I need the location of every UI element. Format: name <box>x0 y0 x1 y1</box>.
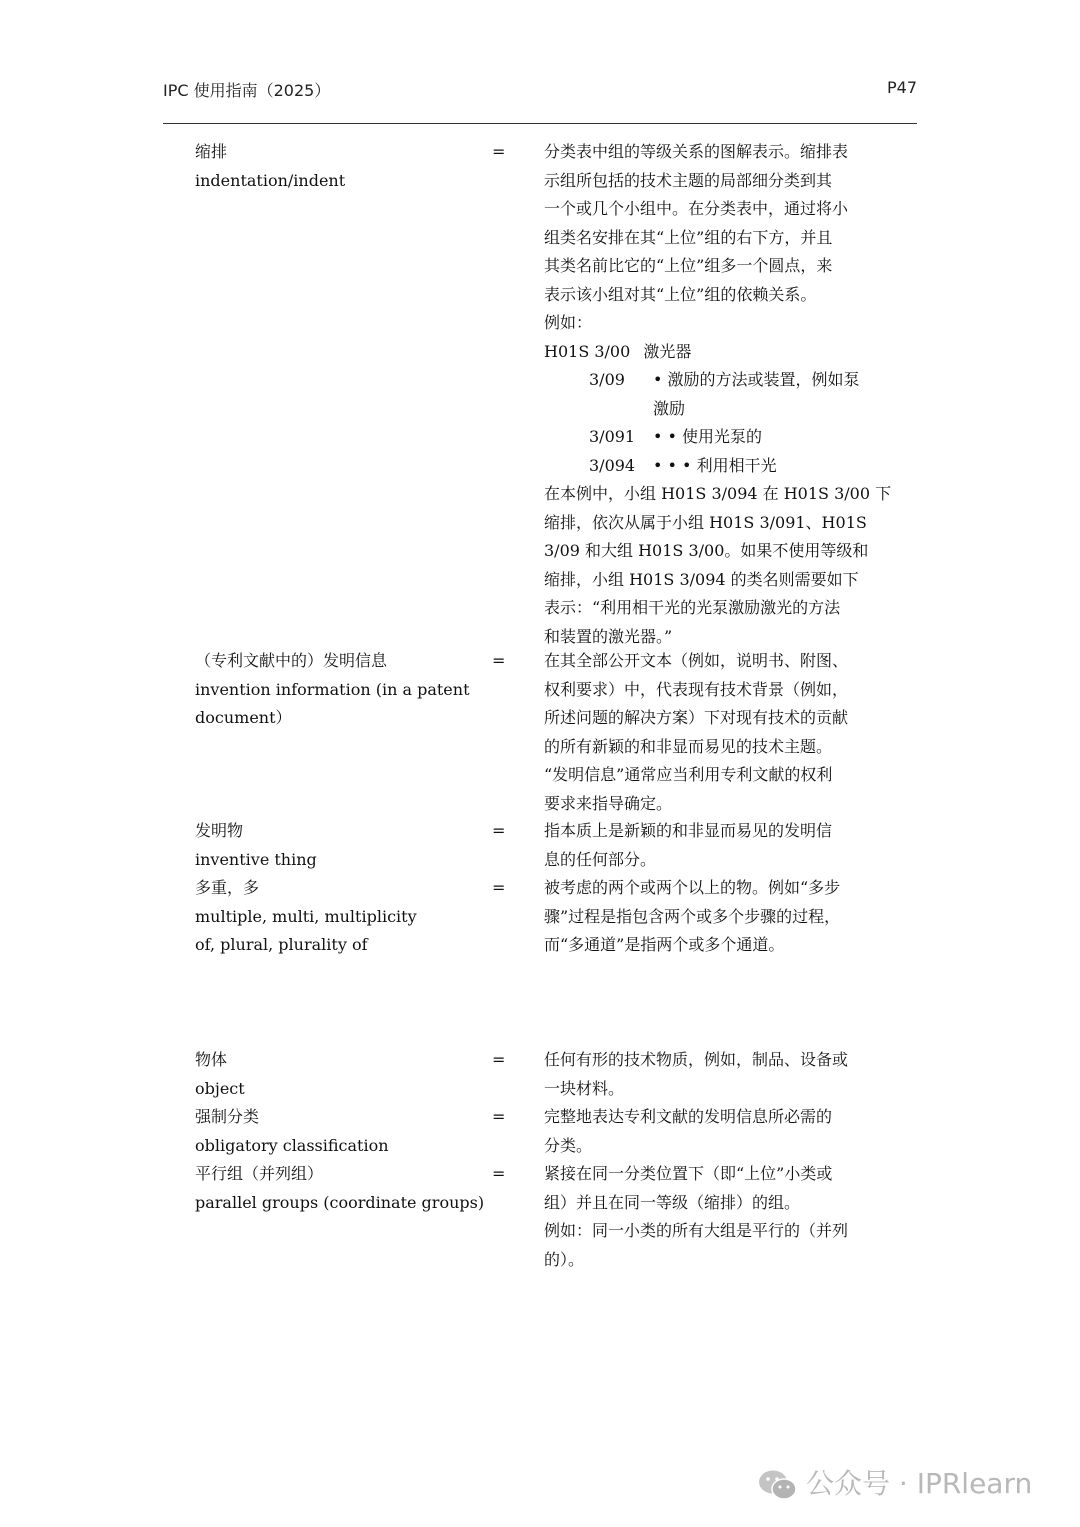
example-subgroup <box>544 452 889 481</box>
entry-term <box>195 647 485 733</box>
definition-line: 一个或几个小组中。在分类表中，通过将小 <box>544 199 849 218</box>
definition-line: 的所有新颖的和非显而易见的技术主题。 <box>544 736 833 756</box>
definition-line: 分类。 <box>544 1135 593 1155</box>
term-zh: 平行组（并列组） <box>195 1164 324 1183</box>
equals-sign: = <box>492 878 506 897</box>
example-subgroup-continuation: 激励 <box>653 398 686 418</box>
example-main-group <box>544 338 889 367</box>
entry-term <box>195 1103 485 1160</box>
example-subgroup <box>544 366 889 395</box>
definition-line: 缩排，小组 H01S 3/094 的类名则需要如下 <box>544 569 859 589</box>
watermark <box>758 1462 1032 1502</box>
equals-sign: = <box>492 821 506 840</box>
term-zh: 多重，多 <box>195 878 260 897</box>
entry-definition <box>544 817 889 874</box>
entry-term <box>195 817 485 874</box>
term-zh: 缩排 <box>195 142 228 161</box>
definition-line: 表示该小组对其“上位”组的依赖关系。 <box>544 284 817 304</box>
term-zh: 发明物 <box>195 821 244 840</box>
definition-line: 任何有形的技术物质，例如，制品、设备或 <box>544 1050 849 1069</box>
term-zh: （专利文献中的）发明信息 <box>195 651 388 670</box>
definition-line: 表示：“利用相干光的光泵激励激光的方法 <box>544 598 841 617</box>
definition-line: 息的任何部分。 <box>544 849 657 869</box>
definition-line: 而“多通道”是指两个或多个通道。 <box>544 935 785 954</box>
entry-definition <box>544 1160 889 1274</box>
definition-line: 3/09 和大组 H01S 3/00。如果不使用等级和 <box>544 541 869 560</box>
definition-line: 示组所包括的技术主题的局部细分类到其 <box>544 170 833 190</box>
definition-line: 要求来指导确定。 <box>544 793 673 813</box>
document-title: IPC 使用指南（2025） <box>163 81 331 100</box>
entry-definition <box>544 1103 889 1160</box>
entry-definition <box>544 1046 889 1103</box>
definition-line: 组）并且在同一等级（缩排）的组。 <box>544 1192 801 1212</box>
definition-line: “发明信息”通常应当利用专利文献的权利 <box>544 765 833 784</box>
term-en: of, plural, plurality of <box>195 935 368 954</box>
definition-line: 组类名安排在其“上位”组的右下方，并且 <box>544 227 833 247</box>
definition-line: 其类名前比它的“上位”组多一个圆点，来 <box>544 256 833 275</box>
equals-sign: = <box>492 1107 506 1126</box>
example-code: 3/09 <box>589 370 625 389</box>
entry-term <box>195 1046 485 1103</box>
term-en: multiple, multi, multiplicity <box>195 906 417 926</box>
term-en: invention information (in a patent <box>195 679 470 699</box>
definition-line: 所述问题的解决方案）下对现有技术的贡献 <box>544 708 849 727</box>
example-text: • 激励的方法或装置，例如泵 <box>653 370 860 389</box>
entry-definition <box>544 138 892 651</box>
definition-line: 指本质上是新颖的和非显而易见的发明信 <box>544 821 833 840</box>
watermark-text: 公众号 · IPRlearn <box>806 1467 1033 1500</box>
equals-sign: = <box>492 1050 506 1069</box>
term-en: parallel groups (coordinate groups) <box>195 1192 485 1212</box>
term-zh: 物体 <box>195 1050 228 1069</box>
example-text: • • 使用光泵的 <box>653 427 763 446</box>
example-text: 激光器 <box>643 341 692 361</box>
entry-term <box>195 874 485 960</box>
term-en: obligatory classification <box>195 1135 389 1155</box>
example-code: H01S 3/00 <box>544 341 631 361</box>
entry-term <box>195 1160 485 1217</box>
equals-sign: = <box>492 651 506 670</box>
term-en: document） <box>195 708 292 727</box>
equals-sign: = <box>492 1164 506 1183</box>
definition-line: 缩排，依次从属于小组 H01S 3/091、H01S <box>544 512 867 532</box>
page-number: P47 <box>886 78 917 97</box>
entry-definition <box>544 874 889 960</box>
entry-definition <box>544 647 889 818</box>
term-en: object <box>195 1078 245 1098</box>
definition-line: 例如：同一小类的所有大组是平行的（并列 <box>544 1221 849 1240</box>
definition-line: 例如： <box>544 313 593 332</box>
definition-line: 一块材料。 <box>544 1078 625 1098</box>
term-zh: 强制分类 <box>195 1107 260 1126</box>
definition-line: 分类表中组的等级关系的图解表示。缩排表 <box>544 142 849 161</box>
term-en: inventive thing <box>195 849 317 869</box>
wechat-icon <box>758 1468 798 1502</box>
definition-line: 完整地表达专利文献的发明信息所必需的 <box>544 1107 833 1126</box>
definition-line: 被考虑的两个或两个以上的物。例如“多步 <box>544 878 841 897</box>
definition-line: 紧接在同一分类位置下（即“上位”小类或 <box>544 1164 833 1183</box>
example-subgroup <box>544 423 889 452</box>
example-text: • • • 利用相干光 <box>653 455 777 475</box>
definition-line: 骤”过程是指包含两个或多个步骤的过程， <box>544 906 841 926</box>
example-code: 3/091 <box>589 427 636 446</box>
definition-line: 的）。 <box>544 1249 585 1269</box>
term-en: indentation/indent <box>195 170 346 190</box>
entry-term <box>195 138 485 195</box>
equals-sign: = <box>492 142 506 161</box>
definition-line: 权利要求）中，代表现有技术背景（例如， <box>544 679 849 699</box>
definition-line: 在本例中，小组 H01S 3/094 在 H01S 3/00 下 <box>544 484 892 503</box>
definition-line: 在其全部公开文本（例如，说明书、附图、 <box>544 651 849 670</box>
definition-line: 和装置的激光器。” <box>544 626 673 646</box>
header-divider <box>163 123 917 124</box>
example-code: 3/094 <box>589 455 636 475</box>
page-header <box>163 78 917 102</box>
